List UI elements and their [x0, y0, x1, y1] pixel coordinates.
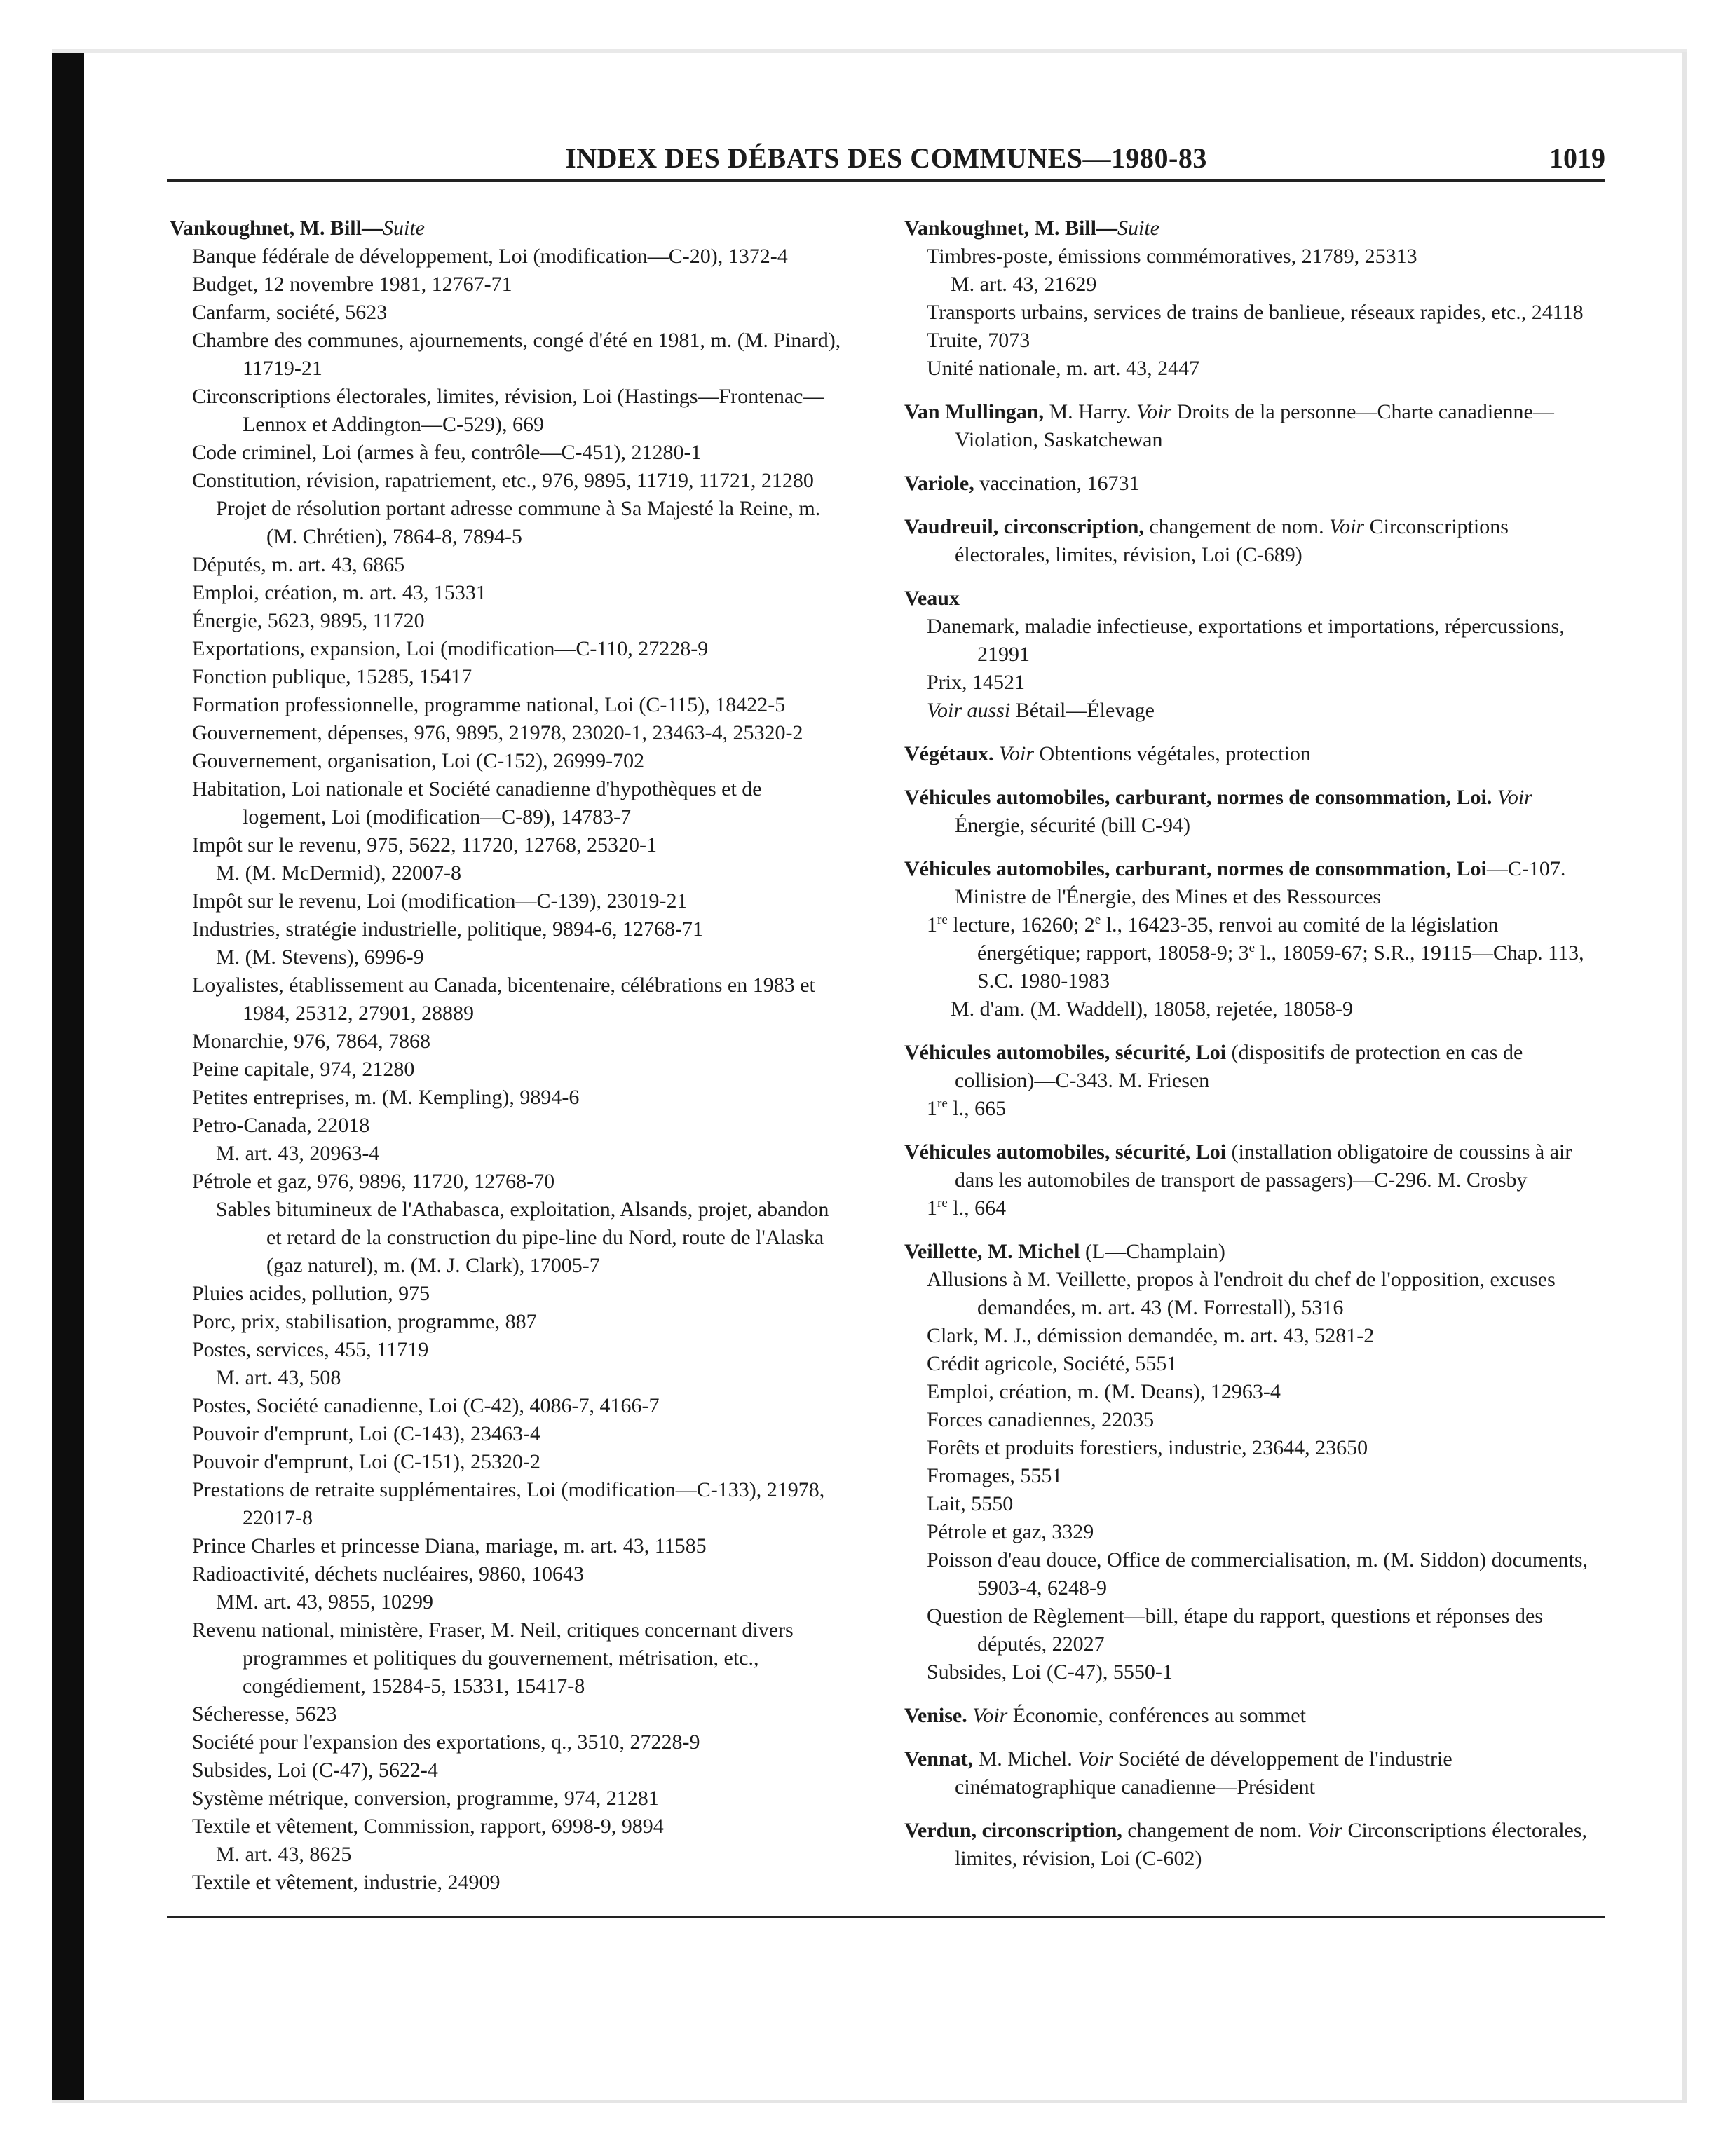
index-subentry	[904, 243, 1605, 271]
entry-text: Unité nationale, m. art. 43, 2447	[927, 357, 1200, 380]
entry-text: (L—Champlain)	[1080, 1240, 1225, 1263]
entry-text: Société de développement de l'industrie cinématographique canadienne—Président	[955, 1747, 1452, 1799]
index-subentry	[904, 1602, 1605, 1658]
entry-text: Prince Charles et princesse Diana, mariage, m. art. 43, 11585	[192, 1534, 707, 1557]
entry-text: Budget, 12 novembre 1981, 12767-71	[192, 273, 512, 296]
entry-text: Énergie, sécurité (bill C-94)	[955, 814, 1191, 837]
entry-text: Députés, m. art. 43, 6865	[192, 553, 405, 576]
entry-text: Pluies acides, pollution, 975	[192, 1282, 430, 1305]
index-subentry	[170, 1700, 843, 1728]
entry-text: Voir	[1077, 1747, 1113, 1770]
entry-text: Circonscriptions électorales, limites, révision, Loi (C-689)	[955, 515, 1509, 566]
entry-text: Variole,	[904, 472, 974, 495]
index-subentry	[170, 887, 843, 915]
entry-text: M. (M. McDermid), 22007-8	[216, 861, 461, 885]
index-subentry	[904, 1462, 1605, 1490]
index-subentry	[170, 1028, 843, 1056]
entry-text: —	[1096, 217, 1117, 240]
entry-text: l., 664	[947, 1196, 1007, 1220]
entry-text: Danemark, maladie infectieuse, exportations et importations, répercussions, 21991	[927, 615, 1565, 666]
entry-text: Vaudreuil, circonscription,	[904, 515, 1144, 538]
index-heading	[904, 740, 1605, 768]
entry-text: Voir	[1329, 515, 1365, 538]
index-subentry	[904, 911, 1605, 995]
index-subentry	[170, 831, 843, 859]
entry-text: Véhicules automobiles, carburant, normes de consommation, Loi	[904, 857, 1487, 880]
index-subentry	[904, 1322, 1605, 1350]
index-heading	[904, 513, 1605, 569]
index-subentry	[170, 1308, 843, 1336]
index-heading	[904, 1702, 1605, 1730]
index-subentry	[904, 613, 1605, 669]
index-subentry	[170, 327, 843, 383]
entry-text: Allusions à M. Veillette, propos à l'endroit du chef de l'opposition, excuses demandées, m. art. 43 (M. Forrestall), 5316	[927, 1268, 1556, 1319]
index-entry	[904, 398, 1605, 454]
index-subentry	[170, 1168, 843, 1196]
entry-text: Crédit agricole, Société, 5551	[927, 1352, 1178, 1375]
entry-text: Formation professionnelle, programme national, Loi (C-115), 18422-5	[192, 693, 786, 716]
index-entry	[904, 1702, 1605, 1730]
entry-text: Postes, services, 455, 11719	[192, 1338, 429, 1361]
index-entry	[904, 470, 1605, 498]
index-subentry	[904, 1490, 1605, 1518]
index-heading	[904, 855, 1605, 911]
index-subentry	[170, 971, 843, 1028]
index-subentry	[904, 355, 1605, 383]
entry-text: Loyalistes, établissement au Canada, bicentenaire, célébrations en 1983 et 1984, 25312, 27901, 28889	[192, 974, 815, 1025]
index-subentry	[904, 1546, 1605, 1602]
entry-text: Voir	[1497, 786, 1532, 809]
entry-text: Revenu national, ministère, Fraser, M. Neil, critiques concernant divers programmes et politiques du gouvernement, métrisation, etc., congédiement, 15284-5, 15331, 15417-8	[192, 1618, 794, 1698]
running-title: INDEX DES DÉBATS DES COMMUNES—1980-83	[565, 142, 1207, 174]
index-heading	[904, 1138, 1605, 1194]
entry-text: Van Mullingan,	[904, 400, 1044, 423]
entry-text: re	[937, 1096, 948, 1111]
index-heading	[904, 784, 1605, 840]
entry-text: Postes, Société canadienne, Loi (C-42), 4086-7, 4166-7	[192, 1394, 660, 1417]
index-subentry	[904, 1518, 1605, 1546]
entry-text: Veillette, M. Michel	[904, 1240, 1080, 1263]
entry-text: lecture, 16260; 2	[947, 913, 1095, 936]
entry-text: Exportations, expansion, Loi (modification—C-110, 27228-9	[192, 637, 709, 660]
entry-text: (dispositifs de protection en cas de collision)—C-343. M. Friesen	[955, 1041, 1523, 1092]
index-subentry	[904, 1378, 1605, 1406]
entry-text: Petro-Canada, 22018	[192, 1114, 370, 1137]
index-column-left	[170, 214, 843, 1897]
entry-text: Radioactivité, déchets nucléaires, 9860, 10643	[192, 1562, 584, 1585]
entry-text: Pétrole et gaz, 3329	[927, 1520, 1094, 1543]
entry-text: M. art. 43, 21629	[951, 273, 1097, 296]
entry-text: Verdun, circonscription,	[904, 1819, 1122, 1842]
index-subentry	[170, 1336, 843, 1364]
index-subentry	[170, 439, 843, 467]
index-subentry	[904, 1095, 1605, 1123]
index-subentry	[170, 1420, 843, 1448]
index-heading	[904, 214, 1605, 243]
entry-text: 1	[927, 913, 937, 936]
index-subentry	[170, 1813, 843, 1841]
entry-text	[1492, 786, 1497, 809]
entry-text: Fromages, 5551	[927, 1464, 1063, 1487]
index-heading	[170, 214, 843, 243]
index-subentry	[170, 1869, 843, 1897]
entry-text: Impôt sur le revenu, Loi (modification—C-139), 23019-21	[192, 889, 688, 913]
entry-text: Pouvoir d'emprunt, Loi (C-151), 25320-2	[192, 1450, 541, 1473]
entry-text: Projet de résolution portant adresse commune à Sa Majesté la Reine, m. (M. Chrétien), 7864-8, 7894-5	[216, 497, 821, 548]
entry-text: Fonction publique, 15285, 15417	[192, 665, 472, 688]
entry-text: 1	[927, 1196, 937, 1220]
index-subentry	[170, 383, 843, 439]
index-subentry	[170, 1532, 843, 1560]
entry-text: Suite	[382, 217, 425, 240]
index-subentry	[170, 271, 843, 299]
index-subsubentry	[170, 1841, 843, 1869]
entry-text: Droits de la personne—Charte canadienne—Violation, Saskatchewan	[955, 400, 1554, 451]
entry-text: Suite	[1117, 217, 1159, 240]
index-subentry	[170, 635, 843, 663]
entry-text: Végétaux.	[904, 742, 994, 765]
index-subentry	[904, 1266, 1605, 1322]
index-subentry	[904, 1434, 1605, 1462]
entry-text: —C-107. Ministre de l'Énergie, des Mines et des Ressources	[955, 857, 1566, 908]
index-heading	[904, 1039, 1605, 1095]
page-number: 1019	[1549, 142, 1605, 174]
entry-text: Habitation, Loi nationale et Société canadienne d'hypothèques et de logement, Loi (modification—C-89), 14783-7	[192, 777, 762, 828]
entry-text: Impôt sur le revenu, 975, 5622, 11720, 12768, 25320-1	[192, 833, 657, 857]
index-subentry	[904, 299, 1605, 327]
entry-text: Sécheresse, 5623	[192, 1703, 337, 1726]
index-subentry	[904, 1194, 1605, 1222]
entry-text: Emploi, création, m. (M. Deans), 12963-4	[927, 1380, 1281, 1403]
entry-text: Lait, 5550	[927, 1492, 1014, 1515]
index-subsubentry	[170, 859, 843, 887]
entry-text: Clark, M. J., démission demandée, m. art. 43, 5281-2	[927, 1324, 1375, 1347]
entry-text: re	[937, 1196, 948, 1210]
entry-text: l., 665	[947, 1097, 1007, 1120]
index-subentry	[170, 579, 843, 607]
entry-text: Gouvernement, dépenses, 976, 9895, 21978, 23020-1, 23463-4, 25320-2	[192, 721, 803, 744]
entry-text: Porc, prix, stabilisation, programme, 887	[192, 1310, 537, 1333]
entry-text: Poisson d'eau douce, Office de commercialisation, m. (M. Siddon) documents, 5903-4, 6248-9	[927, 1548, 1588, 1599]
index-entry	[904, 1138, 1605, 1222]
index-subentry	[170, 1112, 843, 1140]
index-entry	[904, 1745, 1605, 1801]
entry-text: Bétail—Élevage	[1010, 699, 1155, 722]
page-header	[167, 137, 1605, 179]
entry-text: Code criminel, Loi (armes à feu, contrôle—C-451), 21280-1	[192, 441, 702, 464]
index-subentry	[170, 1756, 843, 1785]
index-subentry	[904, 1658, 1605, 1686]
index-heading	[904, 585, 1605, 613]
index-entry	[904, 585, 1605, 725]
index-subentry	[170, 1560, 843, 1588]
entry-text: Emploi, création, m. art. 43, 15331	[192, 581, 487, 604]
index-subentry	[904, 697, 1605, 725]
entry-text: Forces canadiennes, 22035	[927, 1408, 1155, 1431]
entry-text: Énergie, 5623, 9895, 11720	[192, 609, 425, 632]
entry-text: Voir aussi	[927, 699, 1011, 722]
entry-text: re	[937, 913, 948, 927]
index-subentry	[170, 1785, 843, 1813]
index-heading	[904, 1745, 1605, 1801]
index-subentry	[170, 775, 843, 831]
entry-text: Textile et vêtement, industrie, 24909	[192, 1871, 501, 1894]
entry-text: Canfarm, société, 5623	[192, 301, 388, 324]
footer-rule	[167, 1916, 1605, 1918]
entry-text: e	[1248, 941, 1256, 955]
entry-text: Économie, conférences au sommet	[1007, 1704, 1306, 1727]
entry-text: Constitution, révision, rapatriement, etc., 976, 9895, 11719, 11721, 21280	[192, 469, 814, 492]
index-subentry	[904, 669, 1605, 697]
entry-text: M. (M. Stevens), 6996-9	[216, 946, 424, 969]
entry-text: —	[361, 217, 383, 240]
index-subentry	[170, 467, 843, 495]
index-subentry	[170, 1616, 843, 1700]
entry-text: M. d'am. (M. Waddell), 18058, rejetée, 18058-9	[951, 997, 1353, 1021]
index-subsubentry	[170, 1364, 843, 1392]
index-subsubentry	[904, 271, 1605, 299]
entry-text: Voir	[972, 1704, 1008, 1727]
scan-border-bottom	[52, 2100, 1687, 2103]
entry-text: Vennat,	[904, 1747, 974, 1770]
entry-text: Véhicules automobiles, carburant, normes de consommation, Loi.	[904, 786, 1492, 809]
index-subentry	[170, 1728, 843, 1756]
entry-text: Timbres-poste, émissions commémoratives, 21789, 25313	[927, 245, 1417, 268]
index-subentry	[170, 663, 843, 691]
entry-text: Voir	[1307, 1819, 1342, 1842]
index-entry	[904, 1817, 1605, 1873]
entry-text: 1	[927, 1097, 937, 1120]
index-subentry	[170, 1392, 843, 1420]
entry-text: M. art. 43, 508	[216, 1366, 341, 1389]
index-entry	[904, 784, 1605, 840]
entry-text: Peine capitale, 974, 21280	[192, 1058, 415, 1081]
index-subsubentry	[170, 495, 843, 551]
index-entry	[904, 855, 1605, 1023]
index-subentry	[170, 1280, 843, 1308]
index-subentry	[170, 1448, 843, 1476]
scan-border-top	[52, 49, 1687, 53]
entry-text: (installation obligatoire de coussins à air dans les automobiles de transport de passagers)—C-296. M. Crosby	[955, 1140, 1572, 1192]
entry-text: Monarchie, 976, 7864, 7868	[192, 1030, 430, 1053]
entry-text: MM. art. 43, 9855, 10299	[216, 1590, 433, 1613]
index-subsubentry	[904, 995, 1605, 1023]
entry-text: Circonscriptions électorales, limites, révision, Loi (Hastings—Frontenac—Lennox et Addington—C-529), 669	[192, 385, 824, 436]
entry-text: l., 16423-35, renvoi au comité de la législation énergétique; rapport, 18058-9; 3	[977, 913, 1499, 964]
entry-text: Question de Règlement—bill, étape du rapport, questions et réponses des députés, 22027	[927, 1604, 1543, 1656]
header-rule	[167, 179, 1605, 182]
index-subentry	[170, 551, 843, 579]
entry-text: vaccination, 16731	[974, 472, 1140, 495]
entry-text: M. art. 43, 20963-4	[216, 1142, 380, 1165]
entry-text: Vankoughnet, M. Bill	[904, 217, 1096, 240]
entry-text: changement de nom.	[1143, 515, 1330, 538]
index-subentry	[170, 243, 843, 271]
entry-text: Gouvernement, organisation, Loi (C-152), 26999-702	[192, 749, 645, 772]
entry-text: changement de nom.	[1122, 1819, 1307, 1842]
index-subentry	[170, 747, 843, 775]
index-subentry	[170, 915, 843, 943]
entry-text: Transports urbains, services de trains de banlieue, réseaux rapides, etc., 24118	[927, 301, 1584, 324]
entry-text: Petites entreprises, m. (M. Kempling), 9894-6	[192, 1086, 580, 1109]
entry-text: Vankoughnet, M. Bill	[170, 217, 362, 240]
index-subentry	[170, 1084, 843, 1112]
index-subsubentry	[170, 1588, 843, 1616]
index-subentry	[904, 327, 1605, 355]
entry-text: Sables bitumineux de l'Athabasca, exploitation, Alsands, projet, abandon et retard de la construction du pipe-line du Nord, route de l'Alaska (gaz naturel), m. (M. J. Clark), 17005-7	[216, 1198, 829, 1277]
entry-text: Pétrole et gaz, 976, 9896, 11720, 12768-70	[192, 1170, 555, 1193]
entry-text: Banque fédérale de développement, Loi (modification—C-20), 1372-4	[192, 245, 788, 268]
entry-text: M. Harry.	[1043, 400, 1137, 423]
index-entry	[904, 513, 1605, 569]
index-entry	[904, 1039, 1605, 1123]
entry-text: Société pour l'expansion des exportations, q., 3510, 27228-9	[192, 1731, 700, 1754]
entry-text: M. Michel.	[973, 1747, 1078, 1770]
index-entry	[904, 740, 1605, 768]
entry-text: l., 18059-67; S.R., 19115—Chap. 113, S.C. 1980-1983	[977, 941, 1584, 992]
index-subsubentry	[170, 1140, 843, 1168]
entry-text: Voir	[998, 742, 1034, 765]
entry-text: M. art. 43, 8625	[216, 1843, 352, 1866]
entry-text: Subsides, Loi (C-47), 5622-4	[192, 1759, 438, 1782]
entry-text: Circonscriptions électorales, limites, révision, Loi (C-602)	[955, 1819, 1588, 1870]
index-heading	[904, 470, 1605, 498]
entry-text: Système métrique, conversion, programme, 974, 21281	[192, 1787, 659, 1810]
index-subentry	[904, 1406, 1605, 1434]
entry-text: Prestations de retraite supplémentaires, Loi (modification—C-133), 21978, 22017-8	[192, 1478, 825, 1529]
entry-text: Voir	[1136, 400, 1172, 423]
entry-text: Obtentions végétales, protection	[1034, 742, 1311, 765]
entry-text: Veaux	[904, 587, 960, 610]
index-column-right	[904, 214, 1605, 1888]
entry-text	[993, 742, 999, 765]
index-entry	[904, 214, 1605, 383]
index-heading	[904, 1238, 1605, 1266]
index-subentry	[170, 1056, 843, 1084]
entry-text: Forêts et produits forestiers, industrie, 23644, 23650	[927, 1436, 1368, 1459]
index-subentry	[170, 719, 843, 747]
entry-text: Truite, 7073	[927, 329, 1030, 352]
entry-text: Textile et vêtement, Commission, rapport, 6998-9, 9894	[192, 1815, 664, 1838]
entry-text: Prix, 14521	[927, 671, 1026, 694]
index-subentry	[904, 1350, 1605, 1378]
index-heading	[904, 398, 1605, 454]
index-subentry	[170, 607, 843, 635]
scan-border-right	[1682, 52, 1687, 2103]
entry-text: Chambre des communes, ajournements, congé d'été en 1981, m. (M. Pinard), 11719-21	[192, 329, 841, 380]
entry-text: e	[1094, 913, 1101, 927]
scan-border-left	[52, 52, 84, 2103]
index-subsubentry	[170, 943, 843, 971]
index-entry	[904, 1238, 1605, 1686]
entry-text: Industries, stratégie industrielle, politique, 9894-6, 12768-71	[192, 917, 704, 941]
entry-text: Venise.	[904, 1704, 967, 1727]
index-subsubentry	[170, 1196, 843, 1280]
index-subentry	[170, 299, 843, 327]
entry-text: Subsides, Loi (C-47), 5550-1	[927, 1660, 1173, 1684]
index-subentry	[170, 691, 843, 719]
index-subentry	[170, 1476, 843, 1532]
index-heading	[904, 1817, 1605, 1873]
entry-text: Véhicules automobiles, sécurité, Loi	[904, 1041, 1227, 1064]
entry-text: Pouvoir d'emprunt, Loi (C-143), 23463-4	[192, 1422, 541, 1445]
entry-text: Véhicules automobiles, sécurité, Loi	[904, 1140, 1227, 1164]
